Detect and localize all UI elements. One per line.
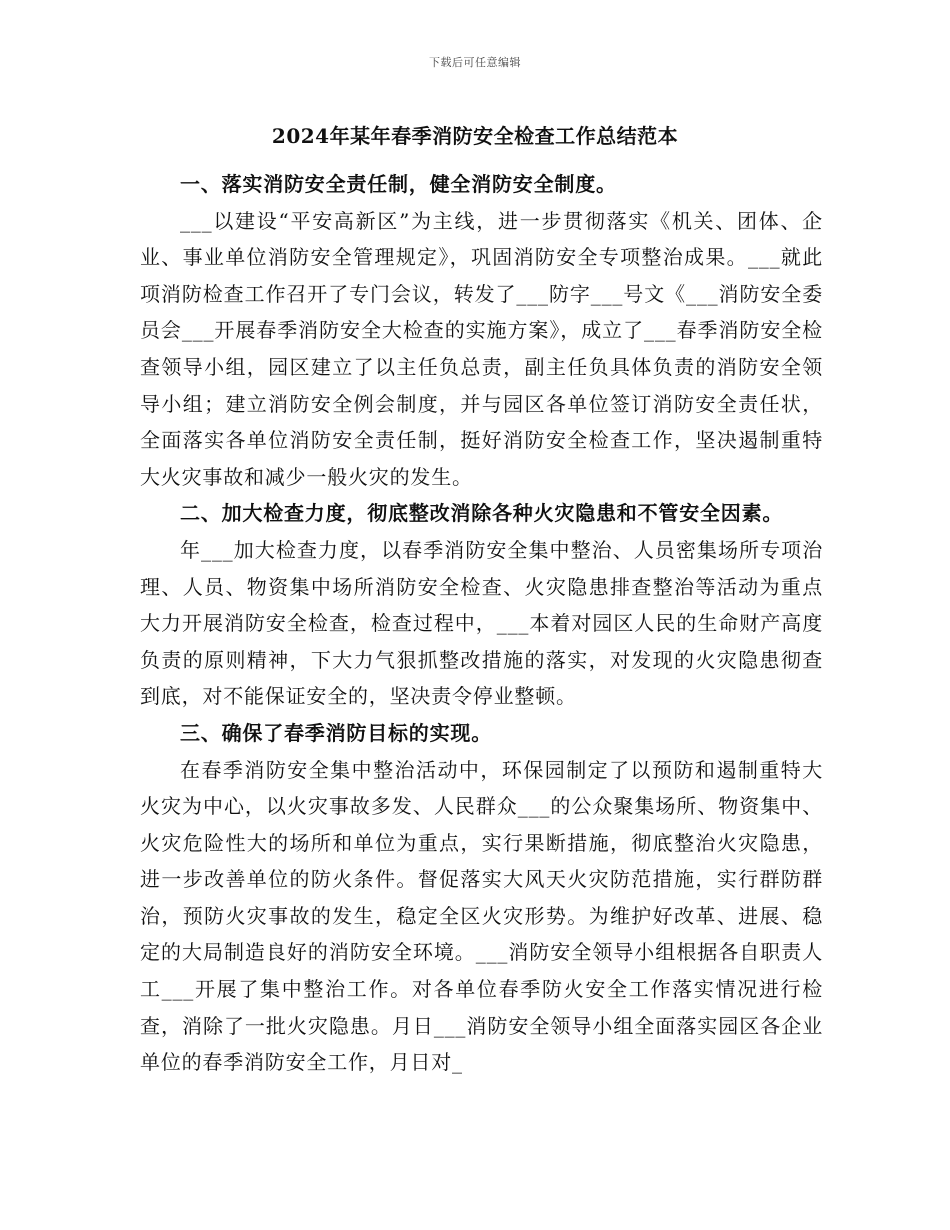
section-paragraph-1: ___以建设“平安高新区”为主线，进一步贯彻落实《机关、团体、企业、事业单位消防安全管理规定》，巩固消防安全专项整治成果。___就此项消防检查工作召开了专门会议，转发了___防字___号文《___消防安全委员会___开展春季消防安全大检查的实施方案》，成立了___春季消防安全检查领导小组，园区建立了以主任负总责，副主任负具体负责的消防安全领导小组；建立消防安全例会制度，并与园区各单位签订消防安全责任状，全面落实各单位消防安全责任制，挺好消防安全检查工作，坚决遏制重特大火灾事故和减少一般火灾的发生。 bbox=[140, 208, 823, 489]
section-paragraph-3: 在春季消防安全集中整治活动中，环保园制定了以预防和遏制重特大火灾为中心，以火灾事故多发、人民群众___的公众聚集场所、物资集中、火灾危险性大的场所和单位为重点，实行果断措施，彻底整治火灾隐患，进一步改善单位的防火条件。督促落实大风天火灾防范措施，实行群防群治，预防火灾事故的发生，稳定全区火灾形势。为维护好改革、进展、稳定的大局制造良好的消防安全环境。___消防安全领导小组根据各自职责人工___开展了集中整治工作。对各单位春季防火安全工作落实情况进行检查，消除了一批火灾隐患。月日___消防安全领导小组全面落实园区各企业单位的春季消防安全工作，月日对_ bbox=[140, 757, 823, 1075]
page-header: 下载后可任意编辑 bbox=[429, 56, 521, 69]
document-body bbox=[140, 166, 823, 1081]
document-title: 2024年某年春季消防安全检查工作总结范本 bbox=[271, 124, 679, 148]
section-heading-3: 三、确保了春季消防目标的实现。 bbox=[180, 720, 492, 745]
section-paragraph-2: 年___加大检查力度，以春季消防安全集中整治、人员密集场所专项治理、人员、物资集中场所消防安全检查、火灾隐患排查整治等活动为重点大力开展消防安全检查，检查过程中，___本着对园区人民的生命财产高度负责的原则精神，下大力气狠抓整改措施的落实，对发现的火灾隐患彻查到底，对不能保证安全的，坚决责令停业整顿。 bbox=[140, 537, 823, 709]
section-heading-2: 二、加大检查力度，彻底整改消除各种火灾隐患和不管安全因素。 bbox=[180, 501, 784, 526]
section-heading-1: 一、落实消防安全责任制，健全消防安全制度。 bbox=[180, 172, 617, 196]
